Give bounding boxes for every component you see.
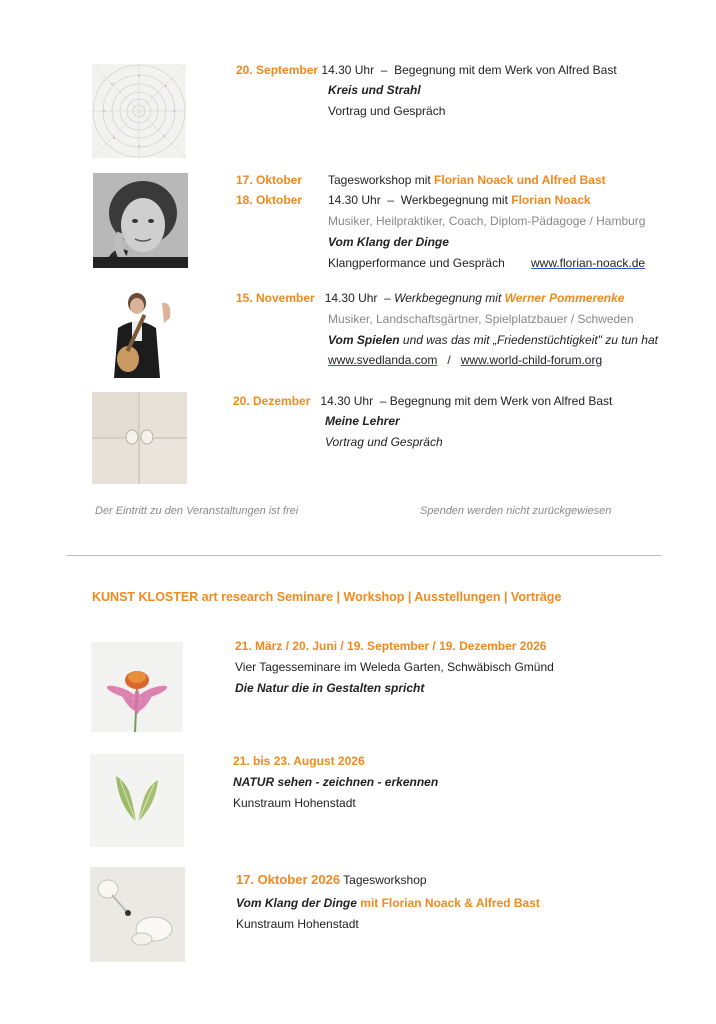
event-title: Meine Lehrer — [325, 414, 400, 428]
event-date-17-oktober: 17. Oktober — [236, 173, 303, 187]
werkbegegnung-text: Werkbegegnung mit — [400, 193, 512, 207]
artist-name: Werner Pommerenke — [504, 291, 625, 305]
seminar-dates: 17. Oktober 2026 — [236, 872, 341, 887]
dash: – — [387, 193, 395, 207]
seminar-title: Vom Klang der Dinge — [236, 896, 357, 910]
seminar-place: Kunstraum Hohenstadt — [236, 917, 359, 931]
seminar-type: Tagesworkshop — [340, 873, 427, 887]
section-heading: KUNST KLOSTER art research Seminare | Workshop | Ausstellungen | Vorträge — [92, 590, 562, 604]
event-time: 14.30 Uhr — [328, 193, 381, 207]
artwork-thumbnail-kreis-und-strahl — [92, 64, 186, 158]
donations-note: Spenden werden nicht zurückgewiesen — [420, 505, 612, 517]
event-intro: Werkbegegnung mit — [394, 291, 505, 305]
seminar-dates: 21. bis 23. August 2026 — [233, 754, 365, 768]
photo-sound-objects — [90, 867, 185, 962]
photo-dandelion-leaves — [90, 754, 184, 847]
seminar-location: Vier Tagesseminare im Weleda Garten, Schwäbisch Gmünd — [235, 660, 554, 674]
section-divider — [66, 555, 662, 556]
seminar-artists: mit Florian Noack & Alfred Bast — [356, 896, 540, 910]
link-separator: / — [447, 353, 451, 367]
dash: – — [380, 63, 388, 77]
photo-echinacea-flower — [91, 642, 183, 732]
seminar-title-rest: sehen - zeichnen - erkennen — [274, 775, 439, 789]
event-time: 14.30 Uhr — [320, 394, 374, 408]
event-title: Vom Spielen — [328, 333, 400, 347]
link-florian-noack[interactable]: www.florian-noack.de — [531, 256, 646, 270]
event-intro: Begegnung mit dem Werk von Alfred Bast — [394, 63, 617, 77]
artist-name: Florian Noack — [511, 193, 591, 207]
event-date: 20. Dezember — [233, 394, 311, 408]
artist-bio: Musiker, Landschaftsgärtner, Spielplatzbauer / Schweden — [328, 312, 634, 326]
entry-free-note: Der Eintritt zu den Veranstaltungen ist frei — [95, 505, 299, 517]
dash: – — [379, 394, 387, 408]
photo-werner-pommerenke — [92, 283, 187, 378]
event-desc: Klangperformance und Gespräch — [328, 256, 505, 270]
event-date: 20. September — [236, 63, 319, 77]
artwork-thumbnail-meine-lehrer — [92, 392, 187, 484]
event-time: 14.30 Uhr — [321, 63, 375, 77]
artist-bio: Musiker, Heilpraktiker, Coach, Diplom-Pädagoge / Hamburg — [328, 214, 646, 228]
dash: – — [384, 291, 391, 305]
portrait-florian-noack — [93, 173, 188, 268]
event-desc: Vortrag und Gespräch — [325, 435, 443, 449]
event-title: Vom Klang der Dinge — [328, 235, 449, 249]
seminar-title: Die Natur die in Gestalten spricht — [235, 681, 425, 695]
link-world-child-forum[interactable]: www.world-child-forum.org — [460, 353, 603, 367]
workshop-text: Tagesworkshop mit — [328, 173, 435, 187]
event-time: 14.30 Uhr — [324, 291, 378, 305]
event-date-18-oktober: 18. Oktober — [236, 193, 303, 207]
seminar-title-natur: NATUR — [233, 775, 275, 789]
event-desc: Vortrag und Gespräch — [328, 104, 446, 118]
event-title: Kreis und Strahl — [328, 83, 421, 97]
seminar-place: Kunstraum Hohenstadt — [233, 796, 356, 810]
event-intro: Begegnung mit dem Werk von Alfred Bast — [389, 394, 613, 408]
workshop-names: Florian Noack und Alfred Bast — [434, 173, 606, 187]
link-svedlanda[interactable]: www.svedlanda.com — [328, 353, 438, 367]
event-title-rest: und was das mit „Friedenstüchtigkeit" zu tun hat — [399, 333, 658, 347]
seminar-dates: 21. März / 20. Juni / 19. September / 19. Dezember 2026 — [235, 639, 547, 653]
event-date: 15. November — [236, 291, 315, 305]
